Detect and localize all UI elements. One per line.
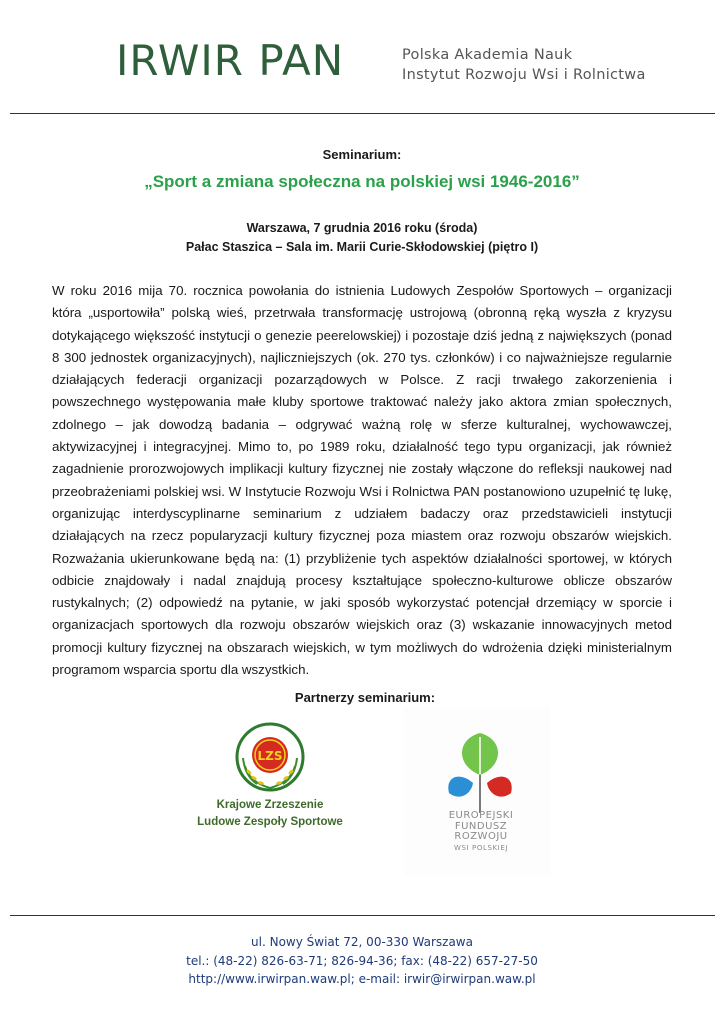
footer-contact [0, 933, 724, 989]
efrwp-line-1: EUROPEJSKI [448, 810, 514, 821]
lzs-name [180, 797, 360, 831]
lzs-emblem-icon [235, 722, 305, 792]
seminar-label: Seminarium: [322, 147, 402, 162]
seminar-description: W roku 2016 mija 70. rocznica powołania do istnienia Ludowych Zespołów Sportowych – organizacji która „usportowiła” polską wieś, przetrwała transformację ustrojową (obronną ręką wyszła z kryzysu dotykającego większość instytucji o genezie peerelowskiej) i pozostaje dziś jedną z największych (ponad 8 300 jednostek organizacyjnych), najliczniejszych (ok. 270 tys. członków) i co najważniejsze regularnie działających federacji organizacji pozarządowych w Polsce. Z racji trwałego zakorzenienia i powszechnego występowania małe kluby sportowe traktować należy jako aktora zmian społecznych, zdolnego – jak dowodzą badania – odgrywać ważną rolę w sferze kulturalnej, wychowawczej, aktywizacyjnej i integracyjnej. Mimo to, po 1989 roku, działalność tego typu organizacji, jak również zagadnienie prorozwojowych implikacji kultury fizycznej nie zostały włączone do refleksji naukowej nad przeobrażeniami polskiej wsi. W Instytucie Rozwoju Wsi i Rolnictwa PAN postanowiono uzupełnić tę lukę, organizując interdyscyplinarne seminarium z udziałem badaczy oraz przedstawicieli instytucji działających na rzecz popularyzacji kultury fizycznej poza miastem oraz rozwoju obszarów wiejskich. Rozważania ukierunkowane będą na: (1) przybliżenie tych aspektów działalności sportowej, w których odbicie znajdowały i nadal znajdują procesy kształtujące społeczno-kulturowe oblicze obszarów rustykalnych; (2) odpowiedź na pytanie, w jaki sposób wykorzystać potencjał drzemiący w sporcie i organizacjach sportowych dla rozwoju obszarów wiejskich oraz (3) wskazanie innowacyjnych metod promocji kultury fizycznej na obszarach wiejskich, w tym możliwych do wdrożenia dzięki ministerialnym programom wsparcia sportu dla wszystkich. [52, 283, 672, 678]
org-line-2: Instytut Rozwoju Wsi i Rolnictwa [402, 67, 646, 83]
efrwp-line-4: WSI POLSKIEJ [453, 843, 509, 852]
footer-address: ul. Nowy Świat 72, 00-330 Warszawa [251, 935, 473, 949]
lzs-name-line-2: Ludowe Zespoły Sportowe [197, 816, 343, 828]
header-divider [10, 113, 715, 114]
org-full-name [402, 45, 646, 85]
seminar-details [0, 219, 724, 257]
efrwp-line-3: ROZWOJU [454, 831, 508, 842]
footer-web-email[interactable]: http://www.irwirpan.waw.pl; e-mail: irwir@irwirpan.waw.pl [188, 972, 536, 986]
partners-heading: Partnerzy seminarium: [294, 690, 436, 705]
lzs-emblem-text: LZS [257, 749, 283, 763]
footer-phones: tel.: (48-22) 826-63-71; 826-94-36; fax: (48-22) 657-27-50 [186, 953, 538, 968]
footer-divider [10, 915, 715, 916]
seminar-venue: Pałac Staszica – Sala im. Marii Curie-Skłodowskiej (piętro I) [185, 240, 539, 254]
efrwp-leaves-icon [443, 727, 518, 815]
efrwp-line-2: FUNDUSZ [454, 820, 508, 832]
lzs-name-line-1: Krajowe Zrzeszenie [216, 799, 324, 811]
letterhead [0, 0, 724, 115]
org-line-1: Polska Akademia Nauk [402, 47, 573, 63]
seminar-title: „Sport a zmiana społeczna na polskiej wsi 1946-2016” [144, 172, 580, 191]
efrwp-name [426, 811, 536, 853]
seminar-date: Warszawa, 7 grudnia 2016 roku (środa) [246, 221, 478, 235]
org-logo-text: IRWIR PAN [116, 36, 345, 85]
